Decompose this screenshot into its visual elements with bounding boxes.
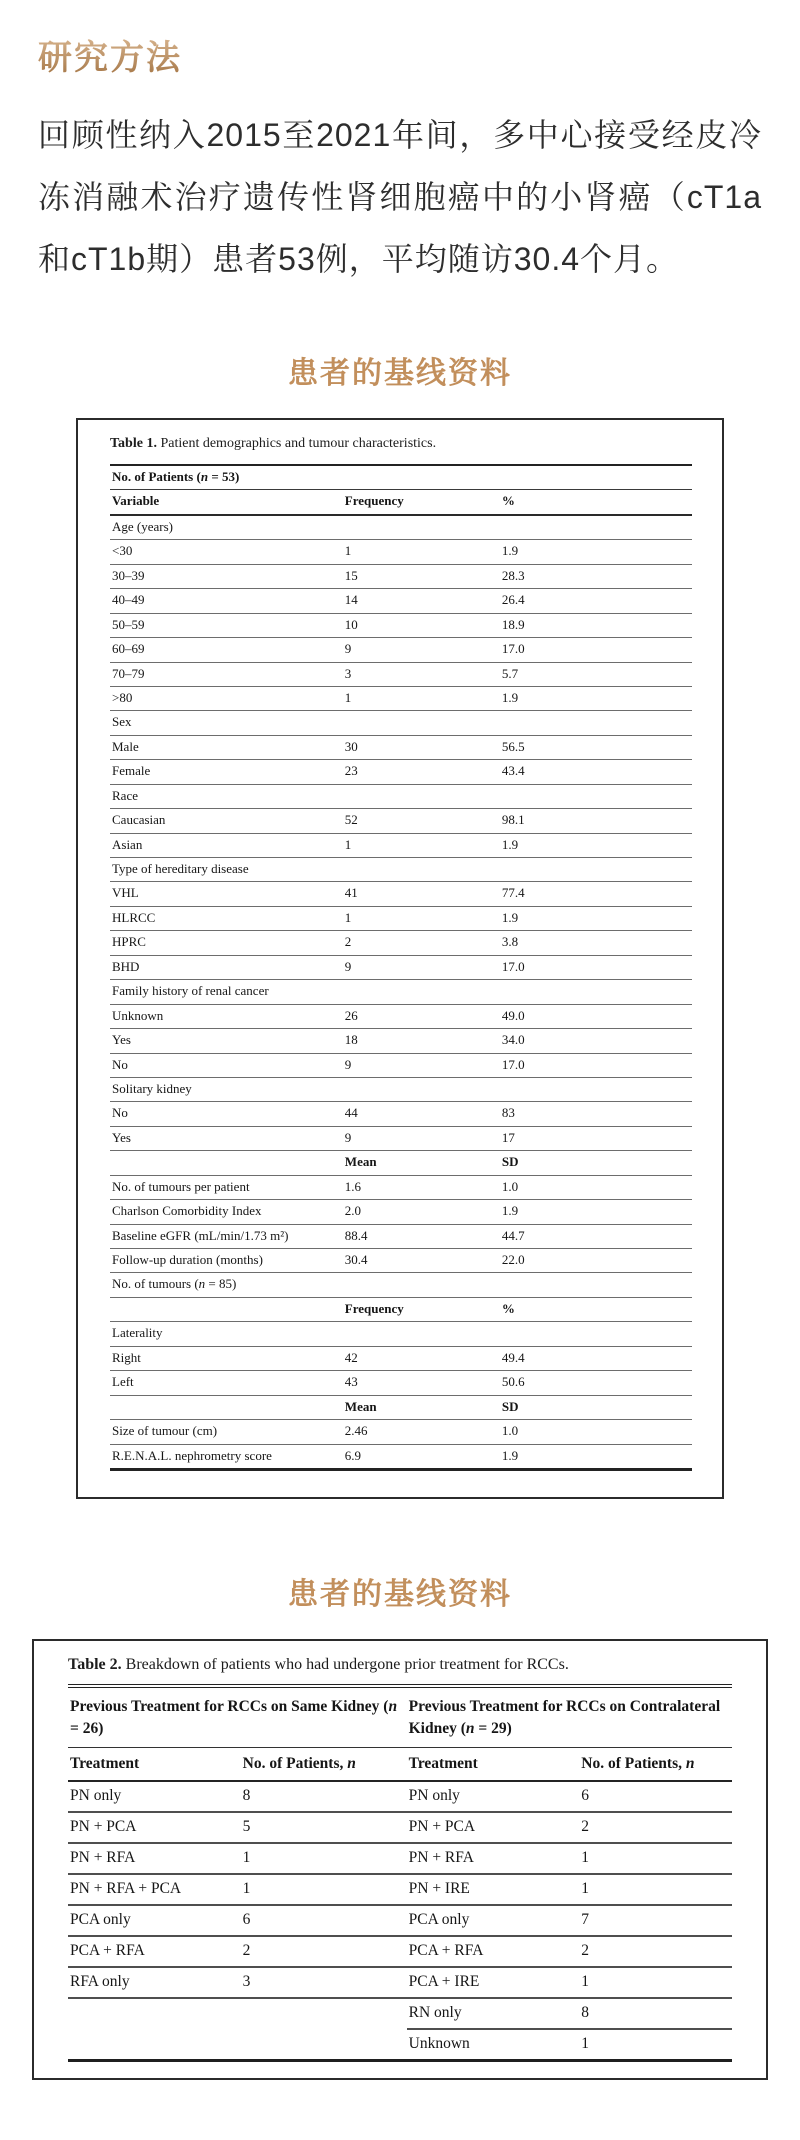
table1-column-header-row [110, 490, 692, 515]
table1-cell-variable: VHL [110, 882, 343, 906]
table1-cell-percent: 1.9 [500, 540, 692, 564]
table1-cell-frequency [343, 515, 500, 540]
table2-cell-patients-left: 8 [241, 1781, 407, 1812]
table2-cell-patients-left: 6 [241, 1905, 407, 1936]
table1-cell-percent: % [500, 1297, 692, 1321]
table1-cell-variable: Unknown [110, 1004, 343, 1028]
table1-cell-variable: Caucasian [110, 809, 343, 833]
figure2-heading: 患者的基线资料 [288, 1577, 512, 1611]
table1-row [110, 1297, 692, 1321]
table1-cell-percent: 56.5 [500, 735, 692, 759]
table1-col-variable: Variable [110, 490, 343, 515]
table2-column-header-row [68, 1748, 732, 1782]
table1-cell-frequency: 41 [343, 882, 500, 906]
table1-cell-percent: 28.3 [500, 564, 692, 588]
table1-cell-frequency [343, 1077, 500, 1101]
table2-row [68, 1812, 732, 1843]
table1-body [110, 515, 692, 1470]
table1-cell-percent: SD [500, 1395, 692, 1419]
table1-cell-frequency [343, 980, 500, 1004]
table1-cell-percent: 1.9 [500, 1200, 692, 1224]
table2-cell-treatment-left: PCA + RFA [68, 1936, 241, 1967]
table2-cell-patients-right: 1 [579, 1843, 732, 1874]
table1-caption [110, 436, 692, 452]
table1-row [110, 589, 692, 613]
table2-cell-treatment-right: PCA + IRE [407, 1967, 580, 1998]
table2-cell-patients-right: 2 [579, 1936, 732, 1967]
table1-cell-frequency [343, 784, 500, 808]
table1-cell-frequency [343, 858, 500, 882]
table2-cell-patients-right: 1 [581, 2035, 589, 2053]
table1-row [110, 760, 692, 784]
table1-row [110, 638, 692, 662]
table1-cell-percent: 22.0 [500, 1249, 692, 1273]
table1-row [110, 1346, 692, 1370]
table1-cell-percent: 98.1 [500, 809, 692, 833]
table2-cell-patients-left: 1 [241, 1843, 407, 1874]
table1-row [110, 1053, 692, 1077]
table1-cell-frequency [343, 1322, 500, 1346]
table1-row [110, 809, 692, 833]
table1-cell-frequency: 9 [343, 638, 500, 662]
table1-cell-frequency: 1 [343, 540, 500, 564]
table1-cell-frequency: 9 [343, 1126, 500, 1150]
table1-cell-variable: No [110, 1053, 343, 1077]
table1-cell-percent: 49.4 [500, 1346, 692, 1370]
table2-cell-patients-right: 1 [579, 1967, 732, 1998]
table1-row [110, 1249, 692, 1273]
table1-cell-frequency: 1.6 [343, 1175, 500, 1199]
table1-cell-variable: 30–39 [110, 564, 343, 588]
table1-row [110, 1273, 692, 1297]
table2-cell-treatment-left [68, 2029, 241, 2061]
table1-cell-variable: Sex [110, 711, 343, 735]
table1-cell-variable: Size of tumour (cm) [110, 1420, 343, 1444]
table1-cell-percent: 17.0 [500, 638, 692, 662]
table1-title-row [110, 465, 692, 490]
table1-cell-variable: Asian [110, 833, 343, 857]
table1-cell-percent: 5.7 [500, 662, 692, 686]
table1-cell-variable: 40–49 [110, 589, 343, 613]
table1-row [110, 1077, 692, 1101]
table1-cell-percent: 17.0 [500, 955, 692, 979]
table2-caption [68, 1656, 732, 1674]
table1-cell-frequency: 15 [343, 564, 500, 588]
table1-cell-percent: 18.9 [500, 613, 692, 637]
table1-cell-frequency: 43 [343, 1371, 500, 1395]
table1-cell-variable: <30 [110, 540, 343, 564]
table2-cell-patients-left [241, 1998, 407, 2029]
table1-caption-label: Table 1. [110, 436, 157, 451]
table1 [110, 464, 692, 1471]
table1-cell-percent: 83 [500, 1102, 692, 1126]
table1-cell-frequency: 14 [343, 589, 500, 613]
table1-cell-frequency: 30 [343, 735, 500, 759]
table1-cell-variable: No [110, 1102, 343, 1126]
table2-row [68, 1781, 732, 1812]
table1-row [110, 882, 692, 906]
table1-cell-variable [110, 1297, 343, 1321]
table1-cell-percent: 44.7 [500, 1224, 692, 1248]
table1-cell-frequency: 18 [343, 1029, 500, 1053]
table2-cell-patients-right: 2 [579, 1812, 732, 1843]
table1-cell-frequency: 2.0 [343, 1200, 500, 1224]
table1-cell-variable: BHD [110, 955, 343, 979]
table2-cell-treatment-right: PN + PCA [407, 1812, 580, 1843]
table2-cell-treatment-left [68, 1998, 241, 2029]
table1-cell-percent [500, 784, 692, 808]
table1-row [110, 686, 692, 710]
table2-cell-treatment-left: PN + RFA [68, 1843, 241, 1874]
table1-cell-variable: Follow-up duration (months) [110, 1249, 343, 1273]
table1-row [110, 955, 692, 979]
table1-cell-variable [110, 1395, 343, 1419]
table1-cell-frequency: 9 [343, 955, 500, 979]
table1-cell-variable: HLRCC [110, 906, 343, 930]
table1-row [110, 1322, 692, 1346]
table1-cell-variable: No. of tumours per patient [110, 1175, 343, 1199]
table1-cell-variable: 50–59 [110, 613, 343, 637]
table2-cell-treatment-left: PN only [68, 1781, 241, 1812]
table2-cell-treatment-right: PCA + RFA [407, 1936, 580, 1967]
table2-cell-treatment-right: Unknown [408, 2035, 470, 2053]
table1-cell-percent: 3.8 [500, 931, 692, 955]
table1-cell-percent: 1.9 [500, 833, 692, 857]
table1-cell-frequency: 2.46 [343, 1420, 500, 1444]
table2-row [68, 1967, 732, 1998]
table1-cell-variable: HPRC [110, 931, 343, 955]
table2-col-patients-right: No. of Patients, n [579, 1748, 732, 1782]
table1-row [110, 515, 692, 540]
methods-paragraph: 回顾性纳入2015至2021年间，多中心接受经皮冷冻消融术治疗遗传性肾细胞癌中的小肾癌（cT1a和cT1b期）患者53例，平均随访30.4个月。 [38, 117, 762, 277]
table1-row [110, 662, 692, 686]
table1-cell-variable: Female [110, 760, 343, 784]
table1-row [110, 906, 692, 930]
table1-cell-frequency: 30.4 [343, 1249, 500, 1273]
table1-row [110, 1004, 692, 1028]
table1-cell-percent [500, 858, 692, 882]
table1-cell-frequency: 88.4 [343, 1224, 500, 1248]
table1-cell-frequency [343, 711, 500, 735]
table2-cell-treatment-left: PN + RFA + PCA [68, 1874, 241, 1905]
table2-cell-treatment-right: PN + RFA [407, 1843, 580, 1874]
table2-cell-treatment-right: PCA only [407, 1905, 580, 1936]
table2-row [68, 2029, 732, 2061]
table2-body [68, 1781, 732, 2061]
table1-cell-percent: 1.9 [501, 1447, 519, 1463]
table1-cell-variable: Family history of renal cancer [110, 980, 343, 1004]
table2-cell-treatment-right: RN only [407, 1998, 580, 2029]
table1-cell-variable: Baseline eGFR (mL/min/1.73 m²) [110, 1224, 343, 1248]
table1-row [110, 1224, 692, 1248]
table1-cell-percent [500, 1273, 692, 1297]
table1-cell-frequency: 3 [343, 662, 500, 686]
table1-row [110, 1420, 692, 1444]
table1-row [110, 735, 692, 759]
table1-cell-variable: Charlson Comorbidity Index [110, 1200, 343, 1224]
table2-cell-treatment-right: PN + IRE [407, 1874, 580, 1905]
table2-group-header-row [68, 1686, 732, 1748]
table1-row [110, 980, 692, 1004]
table1-cell-frequency: Mean [343, 1395, 500, 1419]
table1-cell-variable: 60–69 [110, 638, 343, 662]
table1-cell-frequency: 23 [343, 760, 500, 784]
table2 [68, 1684, 732, 2062]
table2-caption-text: Breakdown of patients who had undergone prior treatment for RCCs. [125, 1655, 569, 1673]
table1-cell-variable: Laterality [110, 1322, 343, 1346]
table2-col-treatment-right: Treatment [407, 1748, 580, 1782]
table1-cell-percent: 1.9 [500, 686, 692, 710]
table1-row [110, 613, 692, 637]
table1-cell-percent: 1.9 [500, 906, 692, 930]
table2-caption-label: Table 2. [68, 1655, 122, 1673]
table1-cell-frequency: 1 [343, 906, 500, 930]
table1-cell-variable [110, 1151, 343, 1175]
table2-row [68, 1998, 732, 2029]
table1-cell-variable: Yes [110, 1126, 343, 1150]
table1-row [110, 1371, 692, 1395]
table1-cell-variable: Male [110, 735, 343, 759]
table2-cell-patients-left: 3 [241, 1967, 407, 1998]
table1-cell-percent: 49.0 [500, 1004, 692, 1028]
table1-cell-percent [500, 1077, 692, 1101]
table1-cell-variable: R.E.N.A.L. nephrometry score [112, 1447, 272, 1463]
table1-cell-percent [500, 711, 692, 735]
table1-cell-frequency: 26 [343, 1004, 500, 1028]
table1-cell-percent [500, 980, 692, 1004]
table2-row [68, 1936, 732, 1967]
table1-cell-percent: 77.4 [500, 882, 692, 906]
table2-cell-patients-left: 5 [241, 1812, 407, 1843]
table1-cell-frequency: Frequency [343, 1297, 500, 1321]
table2-row [68, 1874, 732, 1905]
table1-cell-frequency [343, 1273, 500, 1297]
table1-row [110, 1126, 692, 1150]
table2-cell-treatment-left: RFA only [68, 1967, 241, 1998]
table1-col-percent: % [500, 490, 692, 515]
table1-row [110, 1102, 692, 1126]
table1-row [110, 1029, 692, 1053]
table1-cell-variable: >80 [110, 686, 343, 710]
table2-cell-patients-right: 7 [579, 1905, 732, 1936]
table1-cell-variable: Age (years) [110, 515, 343, 540]
table2-cell-treatment-right: PN only [407, 1781, 580, 1812]
table1-row [110, 564, 692, 588]
table1-cell-variable: Solitary kidney [110, 1077, 343, 1101]
table1-cell-percent [500, 515, 692, 540]
table1-cell-variable: Right [110, 1346, 343, 1370]
table1-cell-frequency: Mean [343, 1151, 500, 1175]
table1-cell-percent: 34.0 [500, 1029, 692, 1053]
table1-cell-frequency: 1 [343, 833, 500, 857]
table1-cell-percent: 43.4 [500, 760, 692, 784]
table2-cell-treatment-left: PN + PCA [68, 1812, 241, 1843]
table1-row [110, 784, 692, 808]
table1-cell-variable: Yes [110, 1029, 343, 1053]
table2-cell-patients-right: 8 [579, 1998, 732, 2029]
table1-cell-percent: 1.0 [500, 1420, 692, 1444]
table1-cell-frequency: 6.9 [344, 1447, 362, 1463]
table1-cell-percent: 17.0 [500, 1053, 692, 1077]
table2-figure [32, 1639, 768, 2080]
table2-cell-patients-right: 1 [579, 1874, 732, 1905]
table1-figure [76, 418, 724, 1499]
table2-col-treatment-left: Treatment [68, 1748, 241, 1782]
figure1-heading: 患者的基线资料 [288, 357, 512, 390]
table1-cell-percent: 1.0 [500, 1175, 692, 1199]
table2-cell-patients-right: 6 [579, 1781, 732, 1812]
table1-title-cell: No. of Patients (n = 53) [110, 465, 692, 490]
table1-row [110, 858, 692, 882]
table1-cell-frequency: 9 [343, 1053, 500, 1077]
table1-row [110, 833, 692, 857]
table1-row [110, 1395, 692, 1419]
table1-row [110, 1444, 692, 1469]
section-title: 研究方法 [38, 30, 182, 79]
table2-group-contralateral-kidney: Previous Treatment for RCCs on Contralateral Kidney (n = 29) [407, 1686, 732, 1748]
table1-cell-frequency: 44 [343, 1102, 500, 1126]
table1-row [110, 1151, 692, 1175]
table1-row [110, 1175, 692, 1199]
table1-row [110, 540, 692, 564]
table1-cell-variable: Type of hereditary disease [110, 858, 343, 882]
table1-cell-variable: Left [110, 1371, 343, 1395]
table1-cell-percent: 50.6 [500, 1371, 692, 1395]
table1-cell-frequency: 52 [343, 809, 500, 833]
table1-cell-frequency: 42 [343, 1346, 500, 1370]
table2-cell-patients-left: 2 [241, 1936, 407, 1967]
table1-cell-variable: No. of tumours (n = 85) [110, 1273, 343, 1297]
table1-cell-percent: 26.4 [500, 589, 692, 613]
table1-cell-frequency: 10 [343, 613, 500, 637]
table2-cell-treatment-left: PCA only [68, 1905, 241, 1936]
table1-row [110, 931, 692, 955]
table1-cell-variable: 70–79 [110, 662, 343, 686]
table1-row [110, 1200, 692, 1224]
table2-row [68, 1905, 732, 1936]
table2-col-patients-left: No. of Patients, n [241, 1748, 407, 1782]
table1-cell-percent [500, 1322, 692, 1346]
table1-cell-variable: Race [110, 784, 343, 808]
table2-cell-patients-left [241, 2029, 407, 2061]
table2-group-same-kidney: Previous Treatment for RCCs on Same Kidney (n = 26) [68, 1686, 407, 1748]
section-title-wrap [0, 0, 800, 78]
table1-cell-frequency: 2 [343, 931, 500, 955]
table1-cell-percent: SD [500, 1151, 692, 1175]
table1-caption-text: Patient demographics and tumour characteristics. [160, 436, 437, 451]
table1-cell-percent: 17 [500, 1126, 692, 1150]
table1-row [110, 711, 692, 735]
table2-cell-patients-left: 1 [241, 1874, 407, 1905]
table1-cell-frequency: 1 [343, 686, 500, 710]
table1-col-frequency: Frequency [343, 490, 500, 515]
table2-row [68, 1843, 732, 1874]
